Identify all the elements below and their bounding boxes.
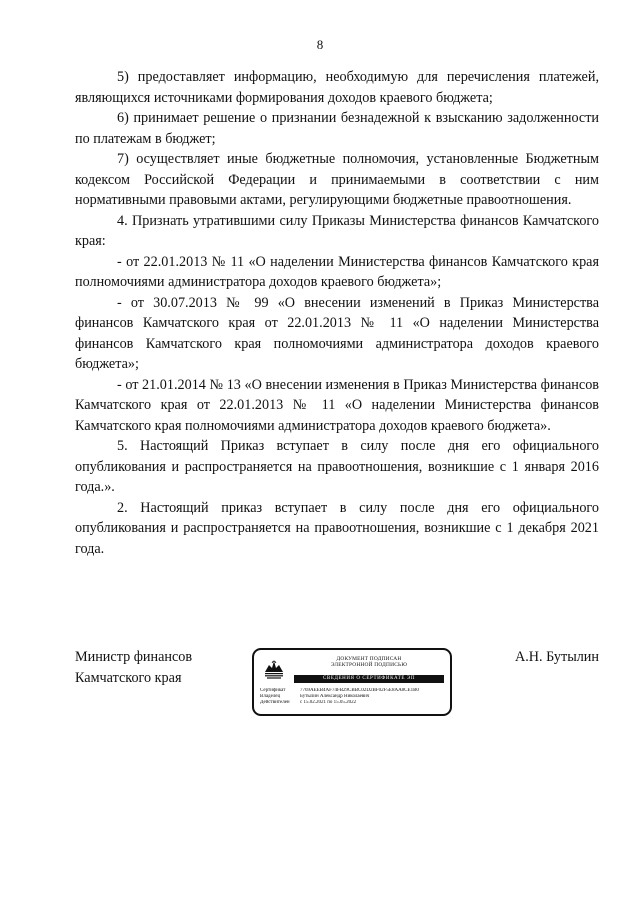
signatory-position-line: Министр финансов	[75, 649, 193, 665]
stamp-banner: СВЕДЕНИЯ О СЕРТИФИКАТЕ ЭП	[294, 675, 444, 683]
paragraph-item-6: 6) принимает решение о признании безнадежной к взысканию задолженности по платежам в бюджет;	[75, 110, 599, 147]
paragraph-clause-4: 4. Признать утратившими силу Приказы Министерства финансов Камчатского края:	[75, 212, 599, 249]
electronic-signature-stamp	[252, 648, 452, 716]
paragraph-item-5: 5) предоставляет информацию, необходимую для перечисления платежей, являющихся источниками формирования доходов краевого бюджета;	[75, 69, 599, 106]
certificate-row-value: 7769AEEB4AF74FB29CBBC02D2BF02F5E8AA8CE1B0	[300, 688, 419, 693]
signatory-position-line: Камчатского края	[75, 669, 182, 686]
paragraph-repealed-order-2: - от 30.07.2013 № 99 «О внесении изменений в Приказ Министерства финансов Камчатского края от 22.01.2013 № 11 «О наделении Министерства финансов Камчатского края полномочиями администратора доходов краевого бюджета»;	[75, 294, 599, 372]
signatory-name	[515, 647, 599, 668]
certificate-row-label: Владелец	[260, 694, 281, 700]
certificate-details	[260, 688, 446, 707]
paragraph-repealed-order-1: - от 22.01.2013 № 11 «О наделении Министерства финансов Камчатского края полномочиями администратора доходов краевого бюджета»;	[75, 253, 599, 290]
signatory-position	[75, 647, 192, 688]
signatory-name-text: А.Н. Бутылин	[514, 649, 599, 665]
certificate-row	[260, 700, 446, 706]
paragraph-item-7: 7) осуществляет иные бюджетные полномочия, установленные Бюджетным кодексом Российской Федерации и принимаемыми в соответствии с ним нормативными правовыми актами, регулирующими бюджетные правоотношения.	[75, 151, 599, 208]
stamp-title	[294, 656, 444, 668]
coat-of-arms-icon	[262, 656, 286, 680]
paragraph-repealed-order-3: - от 21.01.2014 № 13 «О внесении изменения в Приказ Министерства финансов Камчатского края от 22.01.2013 № 11 «О наделении Министерства финансов Камчатского края полномочиями администратора доходов краевого бюджета».	[75, 376, 599, 434]
certificate-row-value: с 15.02.2021 по 15.05.2022	[300, 700, 357, 706]
certificate-row-value: Бутылин Александр Николаевич	[300, 694, 370, 700]
certificate-row-label: Сертификат	[260, 688, 286, 693]
paragraph-clause-5: 5. Настоящий Приказ вступает в силу после дня его официального опубликования и распространяется на правоотношения, возникшие с 1 января 2016 года.».	[75, 438, 599, 495]
certificate-row-label: Действителен	[260, 700, 290, 706]
stamp-title-line: ЭЛЕКТРОННОЙ ПОДПИСЬЮ	[330, 662, 408, 669]
paragraph-clause-2: 2. Настоящий приказ вступает в силу после дня его официального опубликования и распространяется на правоотношения, возникшие с 1 декабря 2021 года.	[75, 499, 599, 557]
page-number: 8	[316, 37, 324, 52]
stamp-title-line: ДОКУМЕНТ ПОДПИСАН	[336, 656, 402, 662]
document-body	[75, 67, 599, 559]
